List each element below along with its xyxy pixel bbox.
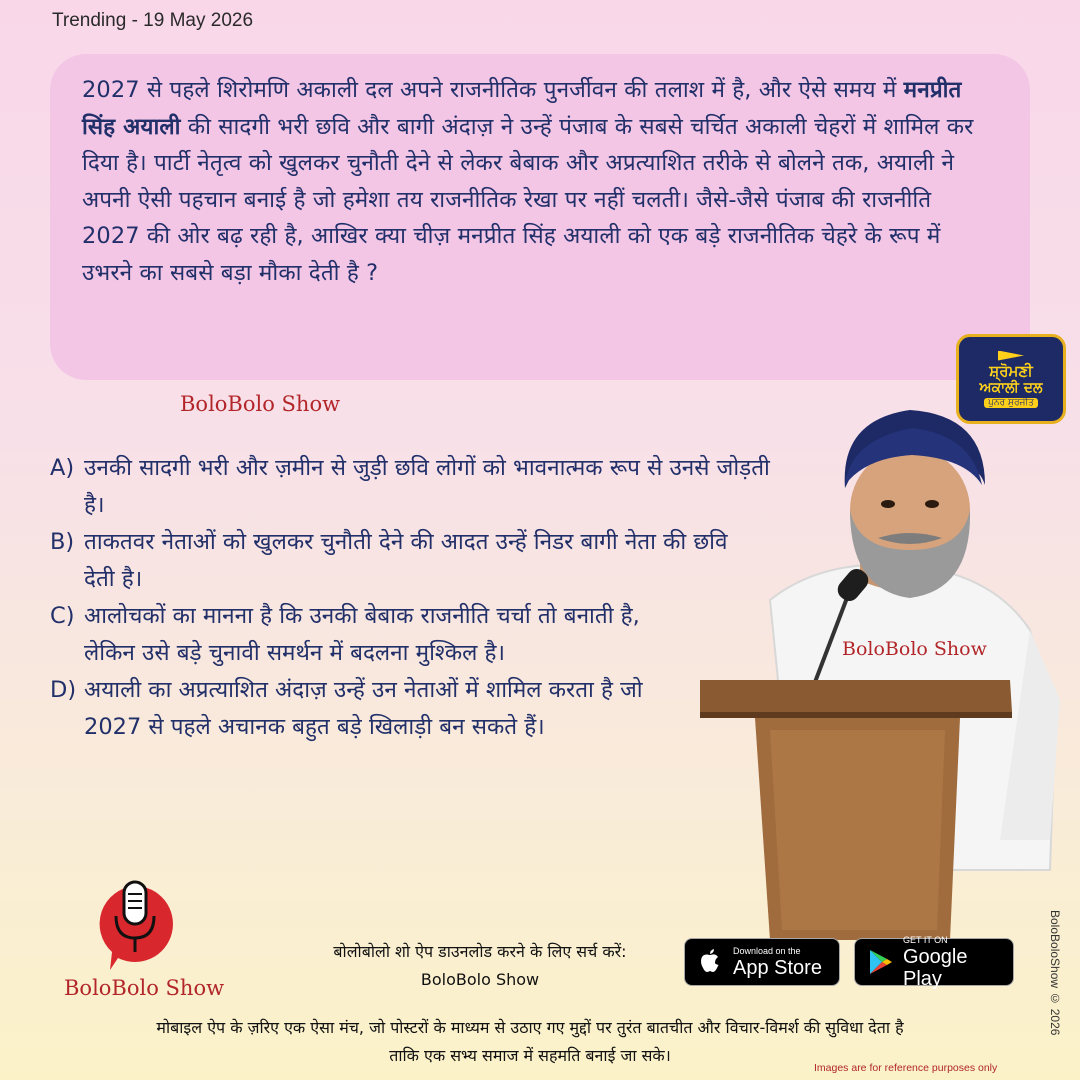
option-c[interactable] [50, 598, 810, 672]
download-app-name: BoloBolo Show [420, 970, 540, 989]
question-text [82, 72, 996, 291]
brand-shirt-logo: BoloBolo Show [842, 638, 987, 660]
logo-line2: ਅਕਾਲੀ ਦਲ [979, 379, 1043, 396]
logo-line3: ਪੁਨਰ ਸੁਰਜੀਤ [984, 398, 1038, 408]
option-text: अयाली का अप्रत्याशित अंदाज़ उन्हें उन नेताओं में शामिल करता है जो 2027 से पहले अचानक बहुत बड़े खिलाड़ी बन सकते हैं। [84, 677, 643, 740]
google-small-text: GET IT ON [903, 934, 948, 945]
question-box [50, 54, 1033, 380]
trending-date: Trending - 19 May 2026 [52, 10, 254, 31]
option-letter: B) [50, 529, 75, 555]
google-play-icon [865, 947, 895, 977]
option-a[interactable] [50, 450, 810, 524]
footer-line1: मोबाइल ऐप के ज़रिए एक ऐसा मंच, जो पोस्टरों के माध्यम से उठाए गए मुद्दों पर तुरंत बातचीत और विचार-विमर्श की सुविधा देता है [156, 1018, 904, 1037]
option-b[interactable] [50, 524, 810, 598]
flag-icon [998, 351, 1024, 361]
option-letter: D) [50, 677, 77, 703]
question-part2: की सादगी भरी छवि और बागी अंदाज़ ने उन्हें पंजाब के सबसे चर्चित अकाली चेहरों में शामिल कर दिया है। पार्टी नेतृत्व को खुलकर चुनौती देने से लेकर बेबाक और अप्रत्याशित तरीके से बोलने तक, अयाली ने अपनी ऐसी पहचान बनाई है जो हमेशा तय राजनीतिक रेखा पर नहीं चलती। जैसे-जैसे पंजाब की राजनीति 2027 की ओर बढ़ रही है, आखिर क्या चीज़ मनप्रीत सिंह अयाली को एक बड़े राजनीतिक चेहरे के रूप में उभरने का सबसे बड़ा मौका देती है ? [82, 113, 974, 286]
copyright: BoloBoloShow © 2026 [1048, 910, 1062, 1036]
options-list [50, 450, 810, 746]
appstore-big-text: App Store [733, 956, 822, 979]
download-line1: बोलोबोलो शो ऐप डाउनलोड करने के लिए सर्च करें: [333, 942, 627, 961]
option-d[interactable] [50, 672, 810, 746]
option-letter: C) [50, 603, 75, 629]
question-part1: 2027 से पहले शिरोमणि अकाली दल अपने राजनीतिक पुनर्जीवन की तलाश में है, और ऐसे समय में [82, 77, 904, 103]
appstore-small-text: Download on the [733, 945, 801, 956]
google-play-button[interactable] [854, 934, 1014, 990]
podium-top [700, 680, 1012, 712]
option-letter: A) [50, 455, 75, 481]
option-text: ताकतवर नेताओं को खुलकर चुनौती देने की आदत उन्हें निडर बागी नेता की छवि देती है। [84, 529, 728, 592]
politician-name: मनप्रीत सिंह अयाली [82, 77, 962, 140]
app-store-button[interactable] [684, 938, 840, 986]
apple-icon [695, 947, 725, 977]
brand-logo-text: BoloBolo Show [64, 976, 225, 1000]
option-text: आलोचकों का मानना है कि उनकी बेबाक राजनीति चर्चा तो बनाती है, लेकिन उसे बड़े चुनावी समर्थन में बदलना मुश्किल है। [84, 603, 640, 666]
option-text: उनकी सादगी भरी और ज़मीन से जुड़ी छवि लोगों को भावनात्मक रूप से उनसे जोड़ती है। [84, 455, 770, 518]
logo-line1: ਸ਼੍ਰੋਮਣੀ [989, 361, 1033, 380]
footer-line2: ताकि एक सभ्य समाज में सहमति बनाई जा सके। [389, 1046, 671, 1065]
download-instructions [270, 938, 690, 994]
brand-watermark: BoloBolo Show [180, 392, 341, 416]
disclaimer: Images are for reference purposes only [814, 1062, 998, 1074]
google-big-text: Google Play [903, 945, 968, 990]
politician-illustration [700, 400, 1080, 940]
